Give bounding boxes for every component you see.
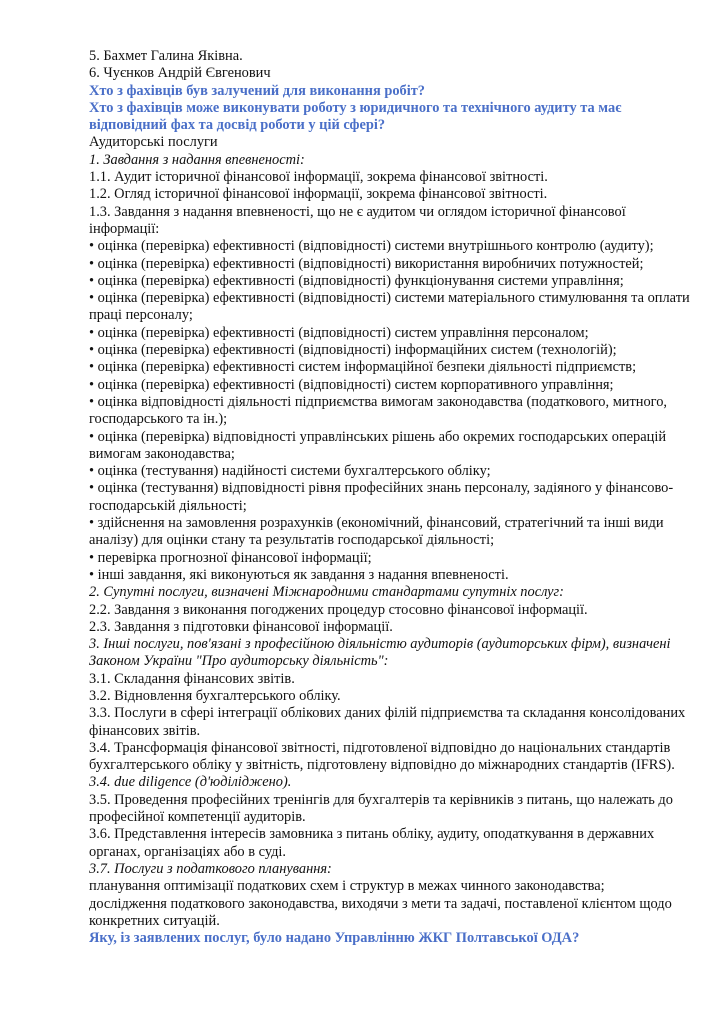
paragraph: 1.1. Аудит історичної фінансової інформації, зокрема фінансової звітності. [89, 169, 548, 186]
bullet-item: • оцінка (перевірка) ефективності систем інформаційної безпеки діяльності підприємств; [89, 359, 637, 376]
subsection-heading: 1. Завдання з надання впевненості: [89, 151, 305, 168]
paragraph: дослідження податкового законодавства, виходячи з мети та задачі, поставленої клієнтом щодо конкретних ситуацій. [89, 895, 672, 929]
question-heading: Хто з фахівців був залучений для виконання робіт? [89, 82, 425, 99]
bullet-item: • оцінка (перевірка) ефективності (відповідності) функціонування системи управління; [89, 272, 624, 289]
bullet-item: • оцінка (перевірка) ефективності (відповідності) системи матеріального стимулювання та оплати праці персоналу; [89, 290, 690, 324]
paragraph: 3.3. Послуги в сфері інтеграції облікових даних філій підприємства та складання консолідованих фінансових звітів. [89, 705, 686, 739]
document-page [89, 48, 694, 947]
bullet-item: • оцінка (перевірка) ефективності (відповідності) системи внутрішнього контролю (аудиту); [89, 238, 654, 255]
paragraph: 2.3. Завдання з підготовки фінансової інформації. [89, 618, 393, 635]
bullet-item: • інші завдання, які виконуються як завдання з надання впевненості. [89, 566, 509, 583]
bullet-item: • оцінка відповідності діяльності підприємства вимогам законодавства (податкового, митного, господарського та ін.); [89, 393, 668, 428]
section-heading: Аудиторські послуги [89, 134, 218, 151]
bullet-item: • оцінка (перевірка) ефективності (відповідності) систем корпоративного управління; [89, 376, 614, 393]
bullet-item: • здійснення на замовлення розрахунків (економічний, фінансовий, стратегічний та інші види аналізу) для оцінки стану та результатів господарської діяльності; [89, 515, 664, 549]
subsection-heading: 3.7. Послуги з податкового планування: [89, 860, 332, 877]
bullet-item: • оцінка (тестування) надійності системи бухгалтерського обліку; [89, 463, 491, 480]
paragraph: 3.5. Проведення професійних тренінгів для бухгалтерів та керівників з питань, що належать до професійної компетенції аудиторів. [89, 791, 673, 826]
bullet-item: • оцінка (перевірка) відповідності управлінських рішень або окремих господарських операцій вимогам законодавства; [89, 428, 667, 462]
subsection-heading: 2. Супутні послуги, визначені Міжнародними стандартами супутніх послуг: [89, 584, 564, 601]
list-item: 6. Чуєнков Андрій Євгенович [89, 65, 271, 82]
paragraph: 3.1. Складання фінансових звітів. [89, 670, 295, 687]
bullet-item: • оцінка (перевірка) ефективності (відповідності) використання виробничих потужностей; [89, 255, 644, 272]
bullet-item: • перевірка прогнозної фінансової інформації; [89, 549, 372, 566]
question-heading: Хто з фахівців може виконувати роботу з юридичного та технічного аудиту та має відповідний фах та досвід роботи у цій сфері? [89, 99, 622, 134]
bullet-item: • оцінка (перевірка) ефективності (відповідності) систем управління персоналом; [89, 324, 589, 341]
paragraph: 1.3. Завдання з надання впевненості, що не є аудитом чи оглядом історичної фінансової інформації: [89, 203, 626, 237]
paragraph: 1.2. Огляд історичної фінансової інформації, зокрема фінансової звітності. [89, 186, 548, 203]
subsection-heading: 3.4. due diligence (д'юділіджено). [89, 774, 292, 791]
paragraph: 3.6. Представлення інтересів замовника з питань обліку, аудиту, оподаткування в державних органах, організаціях або в суді. [89, 826, 655, 860]
bullet-item: • оцінка (тестування) відповідності рівня професійних знань персоналу, задіяного у фінансово-господарській діяльності; [89, 480, 674, 514]
paragraph: 3.4. Трансформація фінансової звітності, підготовленої відповідно до національних стандартів бухгалтерського обліку у звітність, підготовлену відповідно до міжнародних стандартів (IFRS). [89, 739, 675, 774]
question-heading: Яку, із заявлених послуг, було надано Управлінню ЖКГ Полтавської ОДА? [89, 930, 580, 947]
subsection-heading: 3. Інші послуги, пов'язані з професійною діяльністю аудиторів (аудиторських фірм), визначені Законом України "Про аудиторську діяльність": [89, 636, 671, 670]
paragraph: планування оптимізації податкових схем і структур в межах чинного законодавства; [89, 878, 605, 895]
paragraph: 2.2. Завдання з виконання погоджених процедур стосовно фінансової інформації. [89, 601, 588, 618]
list-item: 5. Бахмет Галина Яківна. [89, 48, 243, 64]
paragraph: 3.2. Відновлення бухгалтерського обліку. [89, 687, 341, 704]
bullet-item: • оцінка (перевірка) ефективності (відповідності) інформаційних систем (технологій); [89, 342, 617, 359]
